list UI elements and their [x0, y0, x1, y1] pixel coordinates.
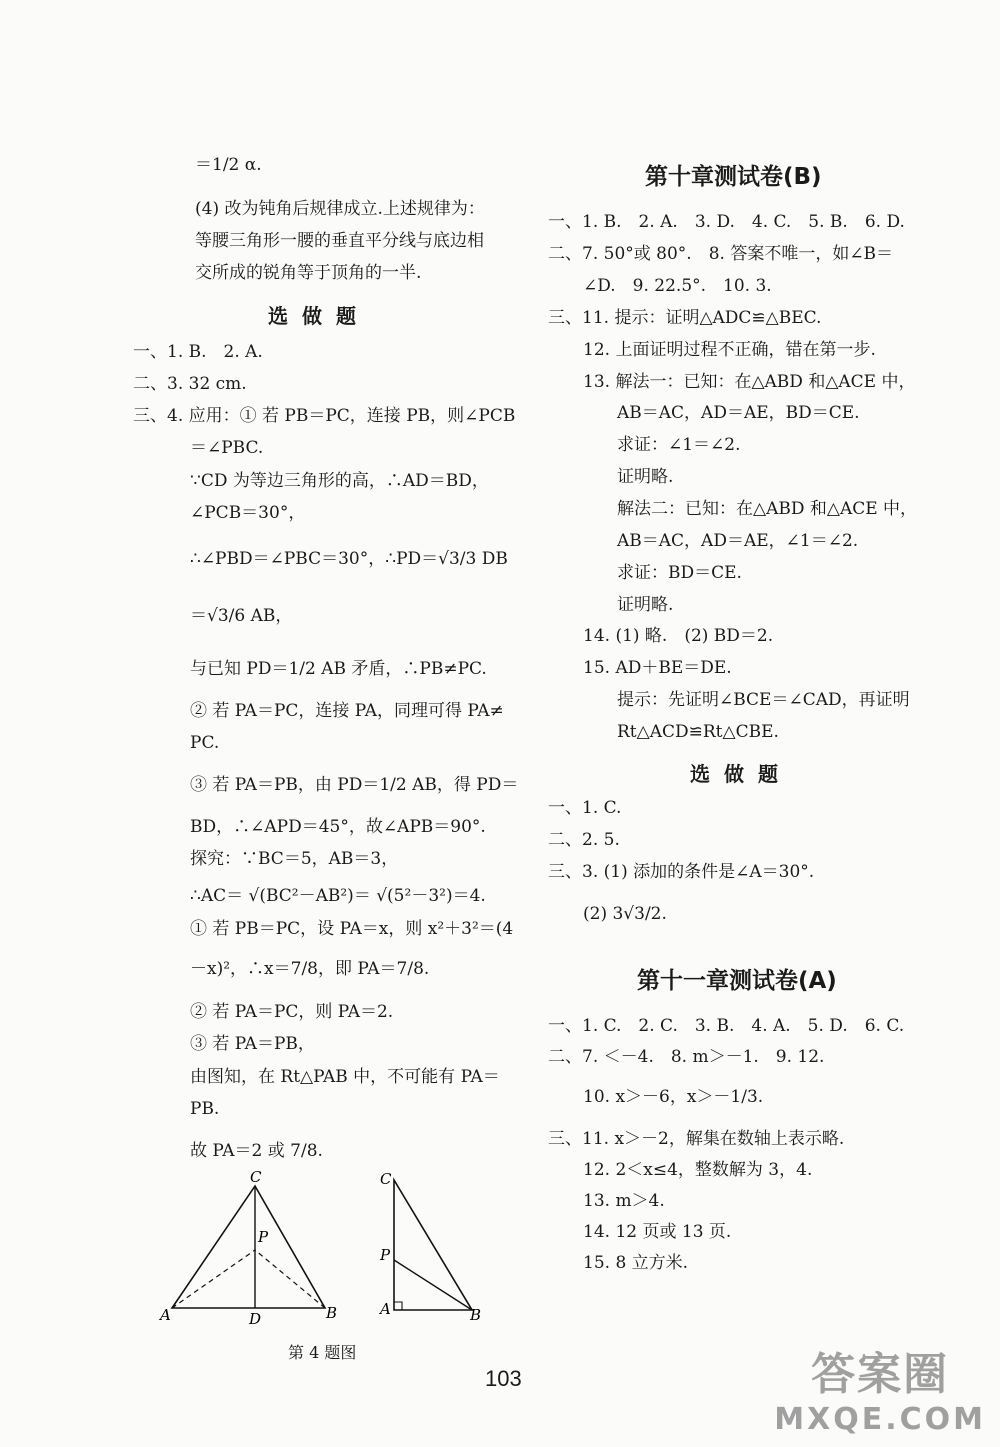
chapter-10-b-title: 第十章测试卷(B) [645, 164, 822, 190]
right-line: 一、1. B. 2. A. 3. D. 4. C. 5. B. 6. D. [548, 212, 905, 232]
left-line: 探究：∵BC＝5，AB＝3， [190, 849, 399, 869]
label-a: A [380, 1300, 391, 1318]
left-line: ∵CD 为等边三角形的高，∴AD＝BD， [190, 471, 489, 491]
page-number: 103 [485, 1366, 522, 1391]
left-line: 由图知，在 Rt△PAB 中，不可能有 PA＝ [190, 1067, 500, 1087]
right-line: 解法二：已知：在△ABD 和△ACE 中， [617, 499, 918, 519]
segment-pb [394, 1260, 472, 1310]
optional-questions-heading: 选做题 [690, 762, 792, 786]
right-line: 三、11. 提示：证明△ADC≌△BEC. [548, 308, 822, 328]
right-line: 14. (1) 略. (2) BD＝2. [583, 626, 774, 646]
left-line: ∴AC＝ √(BC²－AB²)＝ √(5²－3²)＝4. [190, 886, 486, 906]
left-line: －x)²，∴x＝7/8，即 PA＝7/8. [190, 959, 430, 979]
watermark-logo [774, 1338, 986, 1437]
label-c: C [380, 1170, 392, 1188]
right-line: 三、3. (1) 添加的条件是∠A＝30°. [548, 862, 815, 882]
left-line: (4) 改为钝角后规律成立.上述规律为： [195, 199, 485, 219]
problem-4-figure [150, 1170, 500, 1330]
left-line: 等腰三角形一腰的垂直平分线与底边相 [195, 231, 484, 251]
watermark-top: 答案圈 [811, 1349, 950, 1400]
left-line: 故 PA＝2 或 7/8. [190, 1141, 323, 1161]
right-line: 求证：∠1＝∠2. [617, 435, 741, 455]
right-line: 15. 8 立方米. [583, 1253, 689, 1273]
right-line: 二、7. ＜－4. 8. m＞－1. 9. 12. [548, 1047, 825, 1067]
left-line: ＝∠PBC. [190, 438, 264, 458]
right-line: 二、7. 50°或 80°. 8. 答案不唯一，如∠B＝ [548, 244, 894, 264]
right-line: 14. 12 页或 13 页. [583, 1222, 732, 1242]
left-line: ∠PCB＝30°， [190, 503, 306, 523]
left-line: 一、1. B. 2. A. [133, 342, 263, 362]
left-line: PB. [190, 1099, 220, 1119]
right-line: 证明略. [617, 467, 674, 487]
left-line: BD，∴∠APD＝45°，故∠APB＝90°. [190, 817, 486, 837]
right-angle-mark [394, 1302, 402, 1310]
right-line: AB＝AC，AD＝AE，∠1＝∠2. [617, 531, 859, 551]
right-line: 求证：BD＝CE. [617, 563, 742, 583]
left-line: 三、4. 应用：① 若 PB＝PC，连接 PB，则∠PCB [133, 406, 516, 426]
dashed-pa [172, 1250, 255, 1308]
left-line: ＝√3/6 AB， [190, 606, 293, 626]
left-line: 二、3. 32 cm. [133, 374, 247, 394]
right-line: 13. m＞4. [583, 1191, 665, 1211]
left-line: ② 若 PA＝PC，连接 PA，同理可得 PA≠ [190, 701, 504, 721]
left-line: ∴∠PBD＝∠PBC＝30°，∴PD＝√3/3 DB [190, 549, 508, 569]
right-line: 10. x＞－6，x＞－1/3. [583, 1087, 764, 1107]
right-line: 一、1. C. [548, 798, 622, 818]
label-b: B [326, 1304, 338, 1322]
label-p: P [380, 1246, 391, 1264]
left-line: PC. [190, 733, 220, 753]
dashed-pb [255, 1250, 325, 1308]
right-line: 13. 解法一：已知：在△ABD 和△ACE 中， [583, 372, 916, 392]
label-p: P [258, 1228, 269, 1246]
left-line: ② 若 PA＝PC，则 PA＝2. [190, 1002, 394, 1022]
left-line: ① 若 PB＝PC，设 PA＝x，则 x²＋3²＝(4 [190, 919, 514, 939]
left-line: ③ 若 PA＝PB，由 PD＝1/2 AB，得 PD＝ [190, 775, 519, 795]
right-line: 三、11. x＞－2，解集在数轴上表示略. [548, 1129, 845, 1149]
right-triangle [394, 1180, 472, 1310]
label-c: C [250, 1170, 262, 1186]
watermark-bottom: MXQE.COM [774, 1402, 986, 1437]
right-line: 证明略. [617, 595, 674, 615]
left-line: 与已知 PD＝1/2 AB 矛盾，∴PB≠PC. [190, 659, 487, 679]
label-a: A [160, 1306, 171, 1324]
right-line: 一、1. C. 2. C. 3. B. 4. A. 5. D. 6. C. [548, 1016, 905, 1036]
right-line: Rt△ACD≌Rt△CBE. [617, 722, 779, 742]
left-line: ＝1/2 α. [195, 155, 262, 175]
right-line: 12. 上面证明过程不正确，错在第一步. [583, 340, 876, 360]
right-line: 二、2. 5. [548, 830, 620, 850]
right-line: 12. 2＜x≤4，整数解为 3，4. [583, 1160, 813, 1180]
label-b: B [470, 1306, 482, 1324]
right-line: 提示：先证明∠BCE＝∠CAD，再证明 [617, 690, 910, 710]
figure-caption: 第 4 题图 [288, 1343, 357, 1362]
chapter-11-a-title: 第十一章测试卷(A) [637, 968, 837, 994]
right-line: AB＝AC，AD＝AE，BD＝CE. [617, 403, 860, 423]
optional-questions-heading: 选做题 [268, 304, 370, 328]
right-line: (2) 3√3/2. [583, 904, 667, 924]
left-line: 交所成的锐角等于顶角的一半. [195, 263, 422, 283]
right-line: ∠D. 9. 22.5°. 10. 3. [583, 276, 772, 296]
right-line: 15. AD＋BE＝DE. [583, 658, 732, 678]
left-line: ③ 若 PA＝PB， [190, 1034, 315, 1054]
label-d: D [249, 1310, 262, 1328]
